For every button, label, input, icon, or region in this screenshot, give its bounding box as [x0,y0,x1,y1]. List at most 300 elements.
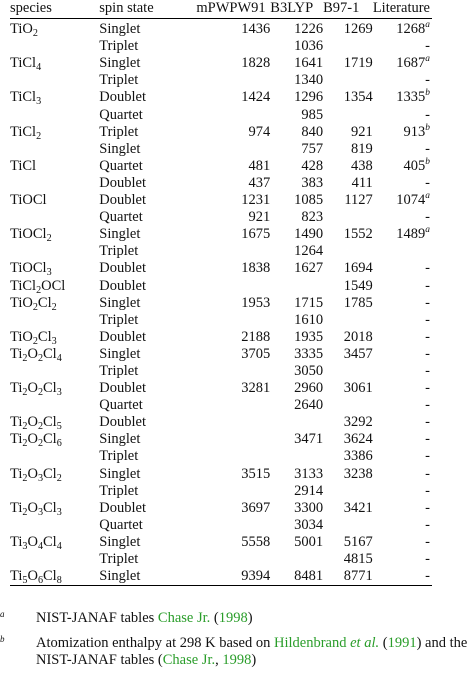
citation-link: 1991 [387,635,417,651]
b3lyp-cell: 1036 [294,38,324,55]
b3lyp-cell: 3050 [294,362,324,379]
footnote-text: , [215,652,223,668]
citation-link: 1998 [218,610,248,626]
table-row [10,346,432,363]
b97-1-cell [323,397,373,414]
literature-value: - [425,516,430,533]
literature-cell [373,448,432,465]
species-cell [10,448,99,465]
literature-value: - [425,397,430,414]
b3lyp-cell: 1627 [294,260,324,277]
spin-state-cell: Singlet [99,568,141,585]
mpwpw91-cell [196,312,270,329]
b97-1-cell [323,243,373,260]
table-row [10,329,432,346]
species-part: Cl [22,55,37,72]
spin-state-cell: Triplet [99,311,139,328]
literature-cell [373,55,432,72]
literature-value: - [425,431,430,448]
b3lyp-cell: 2914 [294,482,324,499]
species-subscript: 5 [22,575,28,587]
mpwpw91-cell: 5558 [241,533,271,550]
literature-cell [373,209,432,226]
species-part: O [27,431,38,448]
species-subscript: 3 [37,472,43,484]
literature-cell [373,431,432,448]
species-subscript: 3 [56,506,62,518]
species-cell [10,192,99,209]
literature-cell [373,363,432,380]
species-part: Ti [10,499,23,516]
citation-link: 1998 [222,652,252,668]
b97-1-cell: 3061 [343,380,373,397]
b97-1-cell: 4815 [343,551,373,567]
citation-link: et al. [350,635,380,651]
spin-state-cell: Triplet [99,243,139,260]
footnotes [0,610,474,677]
literature-cell [373,466,432,483]
footnote-marker: b [425,122,430,133]
literature-value: - [425,362,430,379]
species-part: Cl [43,431,57,448]
b3lyp-cell: 3034 [294,516,324,533]
spin-state-cell: Triplet [99,72,139,89]
b97-1-cell: 1552 [343,226,373,243]
species-cell [10,380,99,397]
spin-state-cell: Quartet [99,397,143,414]
mpwpw91-cell [196,414,270,431]
species-cell [10,260,99,277]
species-part: Ti [10,465,23,482]
species-cell [10,89,99,106]
b97-1-cell [323,72,373,89]
literature-value: 913 [403,123,426,140]
literature-value: - [425,140,430,157]
b97-1-cell [323,38,373,55]
species-cell [10,329,99,346]
species-cell [10,483,99,500]
footnote-text: ) [251,652,257,668]
species-part: Ti [10,21,23,38]
species-subscript: 2 [36,130,42,142]
literature-value: - [425,482,430,499]
species-cell [10,55,99,72]
species-subscript: 5 [56,421,62,433]
b3lyp-cell: 5001 [294,533,324,550]
species-part: Cl [43,345,57,362]
species-subscript: 2 [32,335,38,347]
table-row [10,38,432,55]
b3lyp-cell: 1085 [294,192,324,209]
spin-state-cell: Triplet [99,38,139,55]
mpwpw91-cell: 3281 [241,380,271,397]
species-part: TiCl [10,157,37,174]
species-cell [10,19,99,39]
spin-state-cell: Singlet [99,55,141,72]
spin-state-cell: Singlet [99,345,141,362]
b97-1-cell [323,483,373,500]
b3lyp-cell: 1296 [294,89,324,106]
mpwpw91-cell [196,72,270,89]
species-part: TiOCl [10,226,47,243]
mpwpw91-cell: 974 [248,123,271,140]
species-cell [10,158,99,175]
mpwpw91-cell [196,483,270,500]
species-subscript: 2 [22,506,28,518]
b97-1-cell: 2018 [343,328,373,345]
literature-value: - [425,260,430,277]
b97-1-cell: 3292 [343,414,373,431]
species-cell [10,175,99,192]
footnote-marker: b [425,88,430,99]
b3lyp-cell: 3471 [294,431,324,448]
b3lyp-cell: 1610 [294,311,324,328]
b3lyp-cell: 3300 [294,499,324,516]
b3lyp-cell: 1641 [294,55,324,72]
b3lyp-cell: 1715 [294,294,324,311]
literature-cell [373,534,432,551]
spin-state-cell: Singlet [99,431,141,448]
mpwpw91-cell: 921 [248,209,271,226]
table-row [10,278,432,295]
footnote-text: ( [210,610,219,626]
species-subscript: 2 [22,438,28,450]
literature-value: - [425,277,430,294]
literature-value: - [425,465,430,482]
table-row [10,448,432,465]
literature-cell [373,483,432,500]
mpwpw91-cell: 1675 [241,226,271,243]
b97-1-cell: 411 [351,174,373,191]
literature-value: - [425,414,430,431]
b3lyp-cell: 428 [301,157,324,174]
b3lyp-cell: 985 [301,106,324,123]
spin-state-cell: Doublet [99,192,146,209]
species-part: Ti [10,568,23,585]
species-subscript: 3 [37,506,43,518]
species-part: Ti [10,123,23,140]
footnote-text: ) and the NIST-JANAF tables ( [36,635,468,668]
table-row [10,466,432,483]
table-row [10,517,432,534]
mpwpw91-cell [196,397,270,414]
mpwpw91-cell [196,38,270,55]
table-row [10,295,432,312]
species-part: TiO [10,328,33,345]
footnote-mark: b [0,634,5,644]
b3lyp-cell: 3133 [294,465,324,482]
b3lyp-cell: 823 [301,209,324,226]
spin-state-cell: Singlet [99,21,141,38]
mpwpw91-cell: 3697 [241,499,271,516]
literature-value: 405 [403,157,426,174]
b3lyp-cell: 1935 [294,328,324,345]
b97-1-cell [323,363,373,380]
species-subscript: 2 [51,301,57,313]
literature-value: - [425,72,430,89]
spin-state-cell: Quartet [99,516,143,533]
literature-value: - [425,106,430,123]
literature-cell [373,141,432,158]
literature-value: - [425,499,430,516]
species-cell [10,124,99,141]
species-subscript: 2 [36,284,42,296]
mpwpw91-cell [196,517,270,534]
table-row [10,243,432,260]
literature-cell [373,397,432,414]
spin-state-cell: Singlet [99,226,141,243]
mpwpw91-cell: 1953 [241,294,271,311]
literature-cell [373,124,432,141]
b97-1-cell: 3421 [343,499,373,516]
table-row [10,500,432,517]
mpwpw91-cell [196,107,270,124]
table-row [10,141,432,158]
species-cell [10,397,99,414]
b3lyp-cell [270,448,323,465]
species-part: Cl [22,89,37,106]
literature-value: 1687 [396,55,426,72]
species-part: Ti [10,345,23,362]
b3lyp-cell: 383 [301,174,324,191]
spin-state-cell: Doublet [99,174,146,191]
species-part: Cl [43,568,57,585]
table-row [10,89,432,106]
b97-1-cell: 1354 [343,89,373,106]
literature-value: - [425,294,430,311]
mpwpw91-cell: 3705 [241,345,271,362]
mpwpw91-cell [196,431,270,448]
species-part: Ti [10,89,23,106]
b3lyp-cell [270,414,323,431]
mpwpw91-cell: 1436 [241,21,271,38]
b97-1-cell: 3457 [343,345,373,362]
species-cell [10,278,99,295]
footnote-text: Atomization enthalpy at 298 K based on [36,635,274,651]
b97-1-cell: 1269 [343,21,373,38]
atomization-energy-table [10,0,432,586]
b3lyp-cell: 757 [301,140,324,157]
literature-cell [373,500,432,517]
table-row [10,551,432,568]
literature-cell [373,72,432,89]
b97-1-cell: 1694 [343,260,373,277]
spin-state-cell: Doublet [99,328,146,345]
mpwpw91-cell: 1424 [241,89,271,106]
species-cell [10,243,99,260]
literature-value: 1074 [396,192,426,209]
spin-state-cell: Quartet [99,106,143,123]
b3lyp-cell: 2960 [294,380,324,397]
header-spin-state: spin state [99,0,154,16]
mpwpw91-cell: 481 [248,157,271,174]
species-cell [10,72,99,89]
species-subscript: 4 [56,352,62,364]
species-subscript: 2 [37,421,43,433]
footnote-mark: a [0,609,5,619]
species-subscript: 2 [37,352,43,364]
species-cell [10,466,99,483]
species-subscript: 2 [37,387,43,399]
species-part: Cl [43,380,57,397]
species-part: Ti [10,55,23,72]
spin-state-cell: Singlet [99,533,141,550]
literature-value: - [425,174,430,191]
table-row [10,568,432,586]
literature-cell [373,312,432,329]
species-part: TiO [10,294,33,311]
mpwpw91-cell: 437 [248,174,271,191]
species-subscript: 2 [56,472,62,484]
table-body [10,19,432,586]
b97-1-cell: 1719 [343,55,373,72]
species-part: TiOCl [10,192,47,209]
species-cell [10,209,99,226]
mpwpw91-cell: 1231 [241,192,271,209]
spin-state-cell: Quartet [99,209,143,226]
species-part: Cl [43,499,57,516]
literature-cell [373,329,432,346]
literature-cell [373,346,432,363]
table-row [10,431,432,448]
b97-1-cell: 8771 [343,568,373,585]
table-row [10,483,432,500]
footnote-text: ) [247,610,253,626]
table-row [10,226,432,243]
species-part: O [27,499,38,516]
species-subscript: 6 [37,575,43,587]
species-cell [10,534,99,551]
species-cell [10,551,99,568]
species-subscript: 3 [51,335,57,347]
literature-cell [373,551,432,568]
species-cell [10,431,99,448]
citation-link: Hildenbrand [274,635,351,651]
species-part: O [27,465,38,482]
table-row [10,192,432,209]
b3lyp-cell: 2640 [294,397,324,414]
header-b3lyp: B3LYP [270,0,314,16]
header-literature: Literature [372,0,430,16]
species-subscript: 4 [37,540,43,552]
footnote-b [0,635,474,669]
literature-value: - [425,448,430,465]
spin-state-cell: Doublet [99,89,146,106]
species-part: O [27,345,38,362]
b97-1-cell: 3386 [343,448,373,465]
literature-cell [373,226,432,243]
spin-state-cell: Triplet [99,362,139,379]
mpwpw91-cell: 3515 [241,465,271,482]
species-subscript: 4 [36,62,42,74]
mpwpw91-cell [196,363,270,380]
spin-state-cell: Doublet [99,499,146,516]
species-cell [10,517,99,534]
citation-link: Chase Jr. [162,652,216,668]
table-row [10,209,432,226]
species-part: Ti [10,414,23,431]
b3lyp-cell: 1490 [294,226,324,243]
species-cell [10,500,99,517]
mpwpw91-cell [196,278,270,295]
literature-value: - [425,311,430,328]
spin-state-cell: Triplet [99,123,139,140]
table-row [10,414,432,431]
b3lyp-cell: 840 [301,123,324,140]
literature-value: - [425,345,430,362]
species-cell [10,346,99,363]
spin-state-cell: Singlet [99,140,141,157]
b97-1-cell: 1549 [343,277,373,294]
mpwpw91-cell [196,243,270,260]
footnote-marker: b [425,156,430,167]
spin-state-cell: Triplet [99,482,139,499]
species-cell [10,141,99,158]
spin-state-cell: Doublet [99,277,146,294]
literature-value: - [425,551,430,567]
table-row [10,72,432,89]
b97-1-cell: 819 [351,140,373,157]
b3lyp-cell [270,551,323,568]
table-row [10,175,432,192]
species-cell [10,414,99,431]
literature-value: - [425,380,430,397]
footnote-marker: a [425,20,430,31]
table-row [10,380,432,397]
species-part: TiCl [10,277,37,294]
footnote-text: ( [379,635,388,651]
mpwpw91-cell: 1828 [241,55,271,72]
species-subscript: 3 [46,267,52,279]
header-b97-1: B97-1 [323,0,360,16]
literature-cell [373,380,432,397]
species-part: Cl [22,123,37,140]
species-part: Cl [37,328,52,345]
literature-value: 1489 [396,226,426,243]
species-cell [10,312,99,329]
species-subscript: 4 [56,540,62,552]
literature-cell [373,414,432,431]
species-subscript: 3 [36,96,42,108]
species-part: O [27,380,38,397]
species-part: Cl [37,294,52,311]
mpwpw91-cell [196,141,270,158]
b97-1-cell: 1785 [343,294,373,311]
species-subscript: 2 [46,233,52,245]
species-subscript: 2 [22,472,28,484]
literature-cell [373,517,432,534]
species-cell [10,38,99,55]
species-part: Ti [10,431,23,448]
literature-cell [373,107,432,124]
table-header-row [10,0,432,19]
species-part: O [27,414,38,431]
b3lyp-cell: 3335 [294,345,324,362]
literature-value: - [425,209,430,226]
b97-1-cell [323,107,373,124]
b97-1-cell: 5167 [343,533,373,550]
mpwpw91-cell: 1838 [241,260,271,277]
species-cell [10,295,99,312]
species-part: O [27,533,38,550]
literature-cell [373,260,432,277]
b97-1-cell: 438 [351,157,373,174]
species-cell [10,568,99,586]
literature-cell [373,38,432,55]
species-part: Ti [10,533,23,550]
species-part: O [27,568,38,585]
literature-value: - [425,328,430,345]
